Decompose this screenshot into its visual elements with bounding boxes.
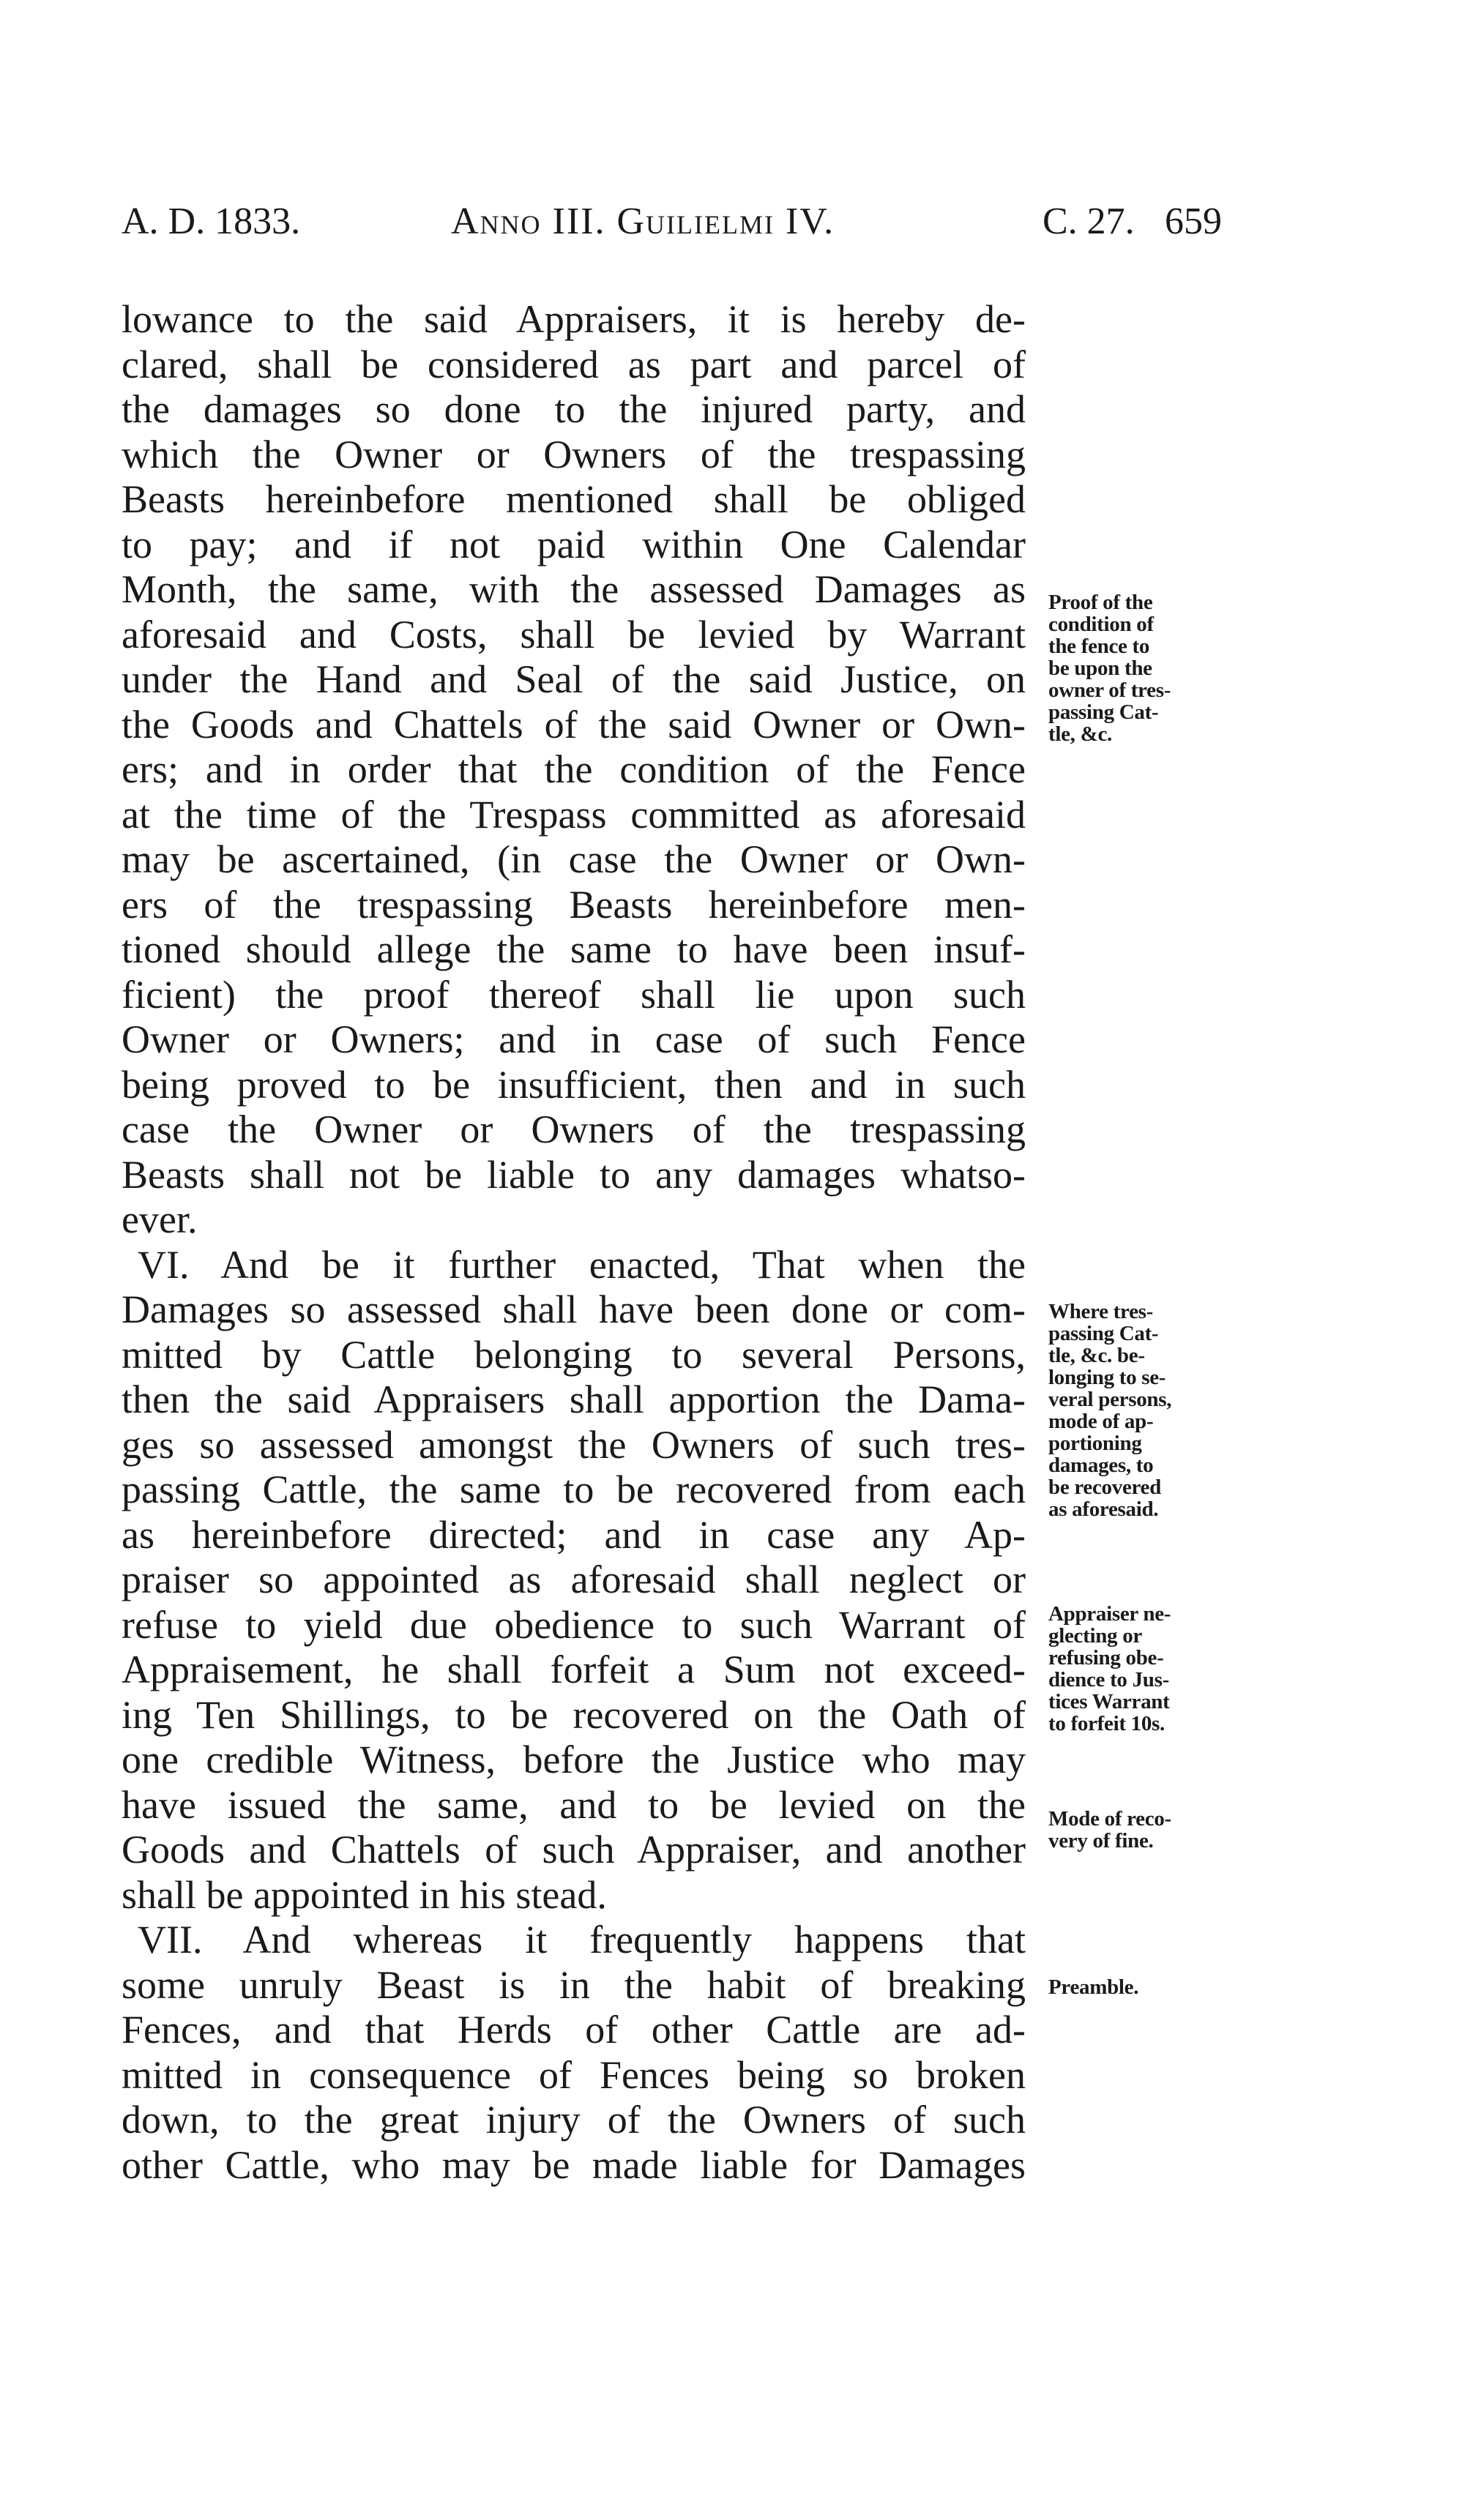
text-line: being proved to be insufficient, then and in such <box>122 1062 1026 1107</box>
text-line: Appraisement, he shall forfeit a Sum not exceed- <box>122 1648 1026 1691</box>
text-line: some unruly Beast is in the habit of breaking <box>122 1962 1026 2007</box>
section-vi-start: VI. And be it further enacted, That when the <box>138 1242 1026 1287</box>
running-header <box>122 196 1293 247</box>
margin-note-line: be upon the <box>1048 657 1152 680</box>
text-line: praiser so appointed as aforesaid shall neglect or <box>122 1558 1026 1601</box>
margin-note-line: the fence to <box>1048 635 1150 658</box>
margin-note-line: passing Cat- <box>1048 1322 1159 1345</box>
text-line: clared, shall be considered as part and parcel of <box>122 342 1026 386</box>
text-line: the damages so done to the injured party, and <box>122 387 1026 431</box>
header-date: A. D. 1833. <box>122 201 301 242</box>
margin-note-line: as aforesaid. <box>1048 1498 1159 1521</box>
text-line: Goods and Chattels of such Appraiser, and another <box>122 1828 1026 1872</box>
text-line: Beasts shall not be liable to any damages whatso- <box>122 1152 1026 1197</box>
margin-note-line: tle, &c. be- <box>1048 1344 1145 1367</box>
section-vii-start: VII. And whereas it frequently happens that <box>138 1918 1026 1962</box>
margin-note-line: portioning <box>1048 1432 1142 1455</box>
text-line: Owner or Owners; and in case of such Fence <box>122 1017 1026 1061</box>
text-line: one credible Witness, before the Justice who may <box>122 1738 1026 1781</box>
text-line: shall be appointed in his stead. <box>122 1872 607 1917</box>
text-line: passing Cattle, the same to be recovered from each <box>122 1467 1026 1511</box>
text-line: which the Owner or Owners of the trespassing <box>122 432 1026 476</box>
margin-note-line: to forfeit 10s. <box>1048 1712 1165 1735</box>
margin-note-proof-of-fence <box>1048 591 1290 745</box>
margin-note-line: glecting or <box>1048 1624 1142 1648</box>
text-line: ers; and in order that the condition of the Fence <box>122 747 1026 791</box>
margin-note-line: very of fine. <box>1048 1829 1154 1852</box>
page-number: 659 <box>1165 201 1222 242</box>
text-line: ficient) the proof thereof shall lie upon such <box>122 972 1026 1017</box>
text-line: mitted in consequence of Fences being so broken <box>122 2052 1026 2097</box>
text-line: refuse to yield due obedience to such Warrant of <box>122 1602 1026 1647</box>
text-line: have issued the same, and to be levied on the <box>122 1782 1026 1827</box>
margin-note-line: mode of ap- <box>1048 1410 1154 1433</box>
text-line: Beasts hereinbefore mentioned shall be obliged <box>122 477 1026 521</box>
margin-note-line: Proof of the <box>1048 591 1153 614</box>
margin-note-line: Preamble. <box>1048 1975 1139 1999</box>
margin-note-line: Where tres- <box>1048 1300 1153 1323</box>
margin-note-line: dience to Jus- <box>1048 1668 1169 1691</box>
margin-note-line: refusing obe- <box>1048 1646 1164 1670</box>
text-line: case the Owner or Owners of the trespassing <box>122 1107 1026 1151</box>
text-line: may be ascertained, (in case the Owner or Own- <box>122 837 1026 881</box>
margin-note-line: tices Warrant <box>1048 1690 1170 1713</box>
text-line: under the Hand and Seal of the said Justice, on <box>122 657 1026 701</box>
margin-note-appraiser-neglecting <box>1048 1603 1290 1735</box>
body-text <box>122 297 1026 2188</box>
margin-note-line: passing Cat- <box>1048 700 1159 724</box>
margin-note-line: veral persons, <box>1048 1388 1172 1411</box>
margin-note-apportioning-damages <box>1048 1301 1290 1520</box>
margin-note-mode-of-recovery <box>1048 1808 1290 1852</box>
text-line: ers of the trespassing Beasts hereinbefore men- <box>122 882 1026 927</box>
text-line: ing Ten Shillings, to be recovered on the Oath of <box>122 1692 1026 1737</box>
text-line: at the time of the Trespass committed as aforesaid <box>122 792 1026 837</box>
text-line: aforesaid and Costs, shall be levied by Warrant <box>122 612 1026 657</box>
text-line: Fences, and that Herds of other Cattle are ad- <box>122 2008 1026 2052</box>
text-line: then the said Appraisers shall apportion the Dama- <box>122 1377 1026 1421</box>
margin-note-line: Appraiser ne- <box>1048 1602 1171 1626</box>
text-line: ever. <box>122 1197 198 1241</box>
text-line: to pay; and if not paid within One Calendar <box>122 522 1026 567</box>
margin-note-preamble <box>1048 1976 1290 1998</box>
margin-note-line: tle, &c. <box>1048 722 1112 746</box>
text-line: tioned should allege the same to have been insuf- <box>122 927 1026 971</box>
text-line: mitted by Cattle belonging to several Persons, <box>122 1332 1026 1377</box>
text-line: other Cattle, who may be made liable for Damages <box>122 2142 1026 2187</box>
text-line: as hereinbefore directed; and in case any Ap- <box>122 1512 1026 1557</box>
text-line: Damages so assessed shall have been done or com- <box>122 1287 1026 1331</box>
margin-note-line: Mode of reco- <box>1048 1807 1171 1831</box>
header-title: Anno III. Guilielmi IV. <box>451 201 835 242</box>
header-chapter: C. 27. <box>1043 201 1135 242</box>
margin-note-line: be recovered <box>1048 1476 1161 1499</box>
margin-note-line: damages, to <box>1048 1454 1154 1477</box>
text-line: down, to the great injury of the Owners of such <box>122 2098 1026 2142</box>
text-line: the Goods and Chattels of the said Owner or Own- <box>122 702 1026 747</box>
margin-note-line: owner of tres- <box>1048 678 1171 702</box>
text-line: lowance to the said Appraisers, it is hereby de- <box>122 297 1026 341</box>
text-line: ges so assessed amongst the Owners of such tres- <box>122 1422 1026 1467</box>
margin-note-line: longing to se- <box>1048 1366 1166 1389</box>
margin-note-line: condition of <box>1048 613 1154 636</box>
text-line: Month, the same, with the assessed Damages as <box>122 567 1026 611</box>
